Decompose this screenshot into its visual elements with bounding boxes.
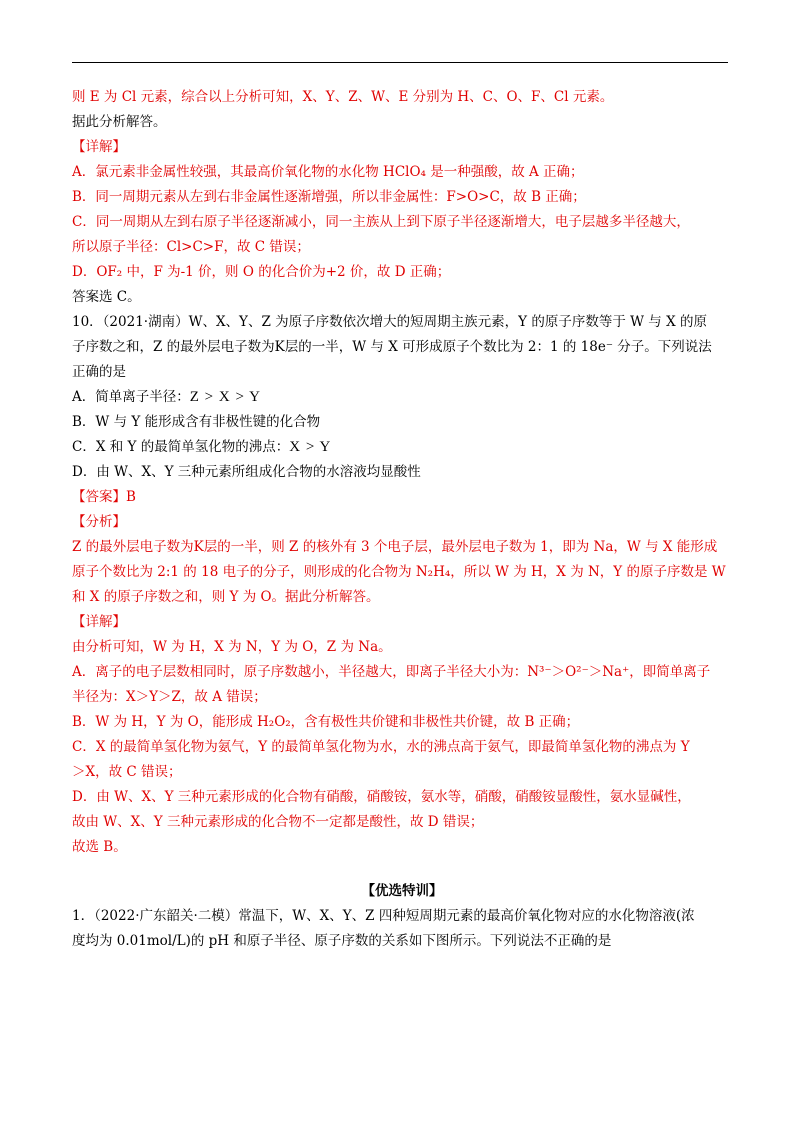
q10-option-c-label: C．X 和 Y 的最简单氢化物的沸点： xyxy=(72,439,290,455)
q10-option-a-expr: Z > X > Y xyxy=(189,389,261,405)
q10-answer: 【答案】B xyxy=(72,489,136,505)
q10-detail-c1: C．X 的最简单氢化物为氨气，Y 的最简单氢化物为水，水的沸点高于氨气，即最简单氢化物的沸点为 Y xyxy=(72,739,690,755)
q10-analysis-line1: Z 的最外层电子数为K层的一半，则 Z 的核外有 3 个电子层，最外层电子数为 1，即为 Na，W 与 X 能形成 xyxy=(72,539,718,555)
q1-stem-line1: 1．（2022·广东韶关·二模）常温下，W、X、Y、Z 四种短周期元素的最高价氧化物对应的水化物溶液(浓 xyxy=(72,908,695,924)
q10-detail-c2: ＞X，故 C 错误； xyxy=(72,764,182,780)
q10-detail-a1: A．离子的电子层数相同时，原子序数越小，半径越大，即离子半径大小为：N³⁻＞O²⁻＞Na⁺，即简单离子 xyxy=(72,664,711,680)
prev-answer: 答案选 C。 xyxy=(72,289,141,305)
q10-option-c xyxy=(72,436,732,458)
q10-detail-label: 【详解】 xyxy=(72,614,126,630)
prev-conclusion: 则 E 为 Cl 元素，综合以上分析可知，X、Y、Z、W、E 分别为 H、C、O、F、Cl 元素。 xyxy=(72,89,614,105)
prev-detail-b: B．同一周期元素从左到右非金属性逐渐增强，所以非金属性：F>O>C，故 B 正确； xyxy=(72,189,586,205)
header-rule xyxy=(72,62,728,63)
prev-detail-c1: C．同一周期从左到右原子半径逐渐减小，同一主族从上到下原子半径逐渐增大，电子层越多半径越大， xyxy=(72,214,690,230)
prev-detail-label: 【详解】 xyxy=(72,139,126,155)
document-body xyxy=(72,86,732,955)
q10-analysis-line3: 和 X 的原子序数之和，则 Y 为 O。据此分析解答。 xyxy=(72,589,380,605)
q10-stem-line2: 子序数之和，Z 的最外层电子数为K层的一半，W 与 X 可形成原子个数比为 2：1 的 18e⁻ 分子。下列说法 xyxy=(72,339,712,355)
prev-detail-d: D．OF₂ 中，F 为-1 价，则 O 的化合价为+2 价，故 D 正确； xyxy=(72,264,451,280)
prev-detail-c2: 所以原子半径：Cl>C>F，故 C 错误； xyxy=(72,239,310,255)
q10-final: 故选 B。 xyxy=(72,839,127,855)
prev-analysis-hint: 据此分析解答。 xyxy=(72,114,167,130)
q10-detail-b: B．W 为 H，Y 为 O，能形成 H₂O₂，含有极性共价键和非极性共价键，故 B 正确； xyxy=(72,714,580,730)
q10-analysis-line2: 原子个数比为 2:1 的 18 电子的分子，则形成的化合物为 N₂H₄，所以 W 为 H，X 为 N，Y 的原子序数是 W xyxy=(72,564,726,580)
q10-option-a-label: A．简单离子半径： xyxy=(72,389,190,405)
prev-detail-a: A．氯元素非金属性较强，其最高价氧化物的水化物 HClO₄ 是一种强酸，故 A 正确； xyxy=(72,164,584,180)
q10-analysis-label: 【分析】 xyxy=(72,514,126,530)
q1-stem-line2: 度均为 0.01mol/L)的 pH 和原子半径、原子序数的关系如下图所示。下列说法不正确的是 xyxy=(72,933,612,949)
section-title: 【优选特训】 xyxy=(361,883,443,899)
q10-detail-d1: D．由 W、X、Y 三种元素形成的化合物有硝酸，硝酸铵，氨水等，硝酸，硝酸铵显酸性，氨水显碱性， xyxy=(72,789,691,805)
q10-stem-line3: 正确的是 xyxy=(72,364,126,380)
q10-option-b: B．W 与 Y 能形成含有非极性键的化合物 xyxy=(72,414,321,430)
q10-detail-a2: 半径为：X＞Y＞Z，故 A 错误； xyxy=(72,689,267,705)
q10-option-d: D．由 W、X、Y 三种元素所组成化合物的水溶液均显酸性 xyxy=(72,464,421,480)
q10-stem-line1: 10．（2021·湖南）W、X、Y、Z 为原子序数依次增大的短周期主族元素，Y 的原子序数等于 W 与 X 的原 xyxy=(72,314,707,330)
q10-option-a xyxy=(72,386,732,408)
q10-option-c-expr: X > Y xyxy=(289,439,332,455)
q10-detail-intro: 由分析可知，W 为 H，X 为 N，Y 为 O，Z 为 Na。 xyxy=(72,639,392,655)
q10-detail-d2: 故由 W、X、Y 三种元素形成的化合物不一定都是酸性，故 D 错误； xyxy=(72,814,484,830)
